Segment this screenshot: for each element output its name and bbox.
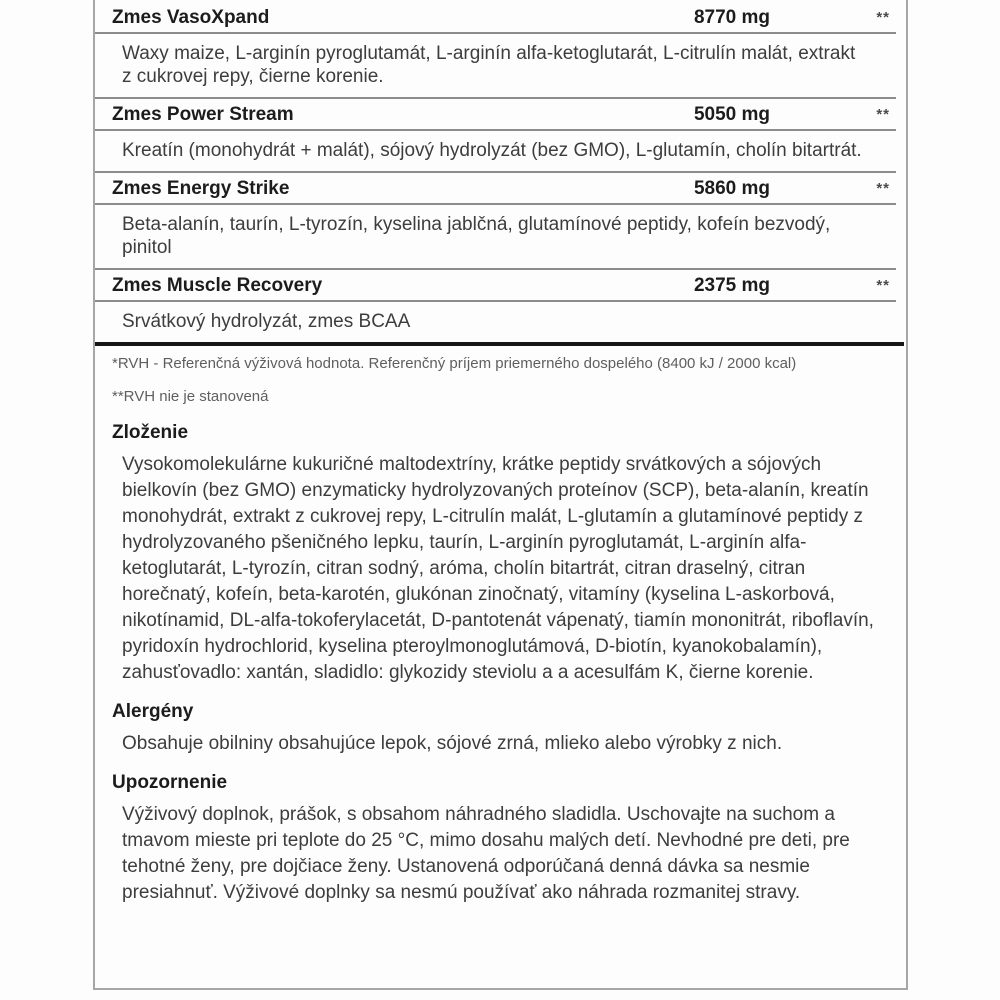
blend-amount: 5050 mg — [693, 104, 770, 125]
blend-name: Zmes VasoXpand — [112, 7, 270, 28]
blend-ingredients: Srvátkový hydrolyzát, zmes BCAA — [122, 311, 411, 332]
blend-amount: 5860 mg — [693, 178, 770, 199]
blend-ingredients: Waxy maize, L-arginín pyroglutamát, L-arginín alfa-ketoglutarát, L-citrulín malát, extrakt z cukrovej repy, čierne korenie. — [122, 43, 856, 87]
supplement-facts-panel — [93, 0, 908, 990]
blend-row-header — [95, 0, 906, 32]
blend-name: Zmes Energy Strike — [112, 178, 290, 199]
blend-name: Zmes Power Stream — [112, 104, 294, 125]
composition-text: Vysokomolekulárne kukuričné maltodextríny, krátke peptidy srvátkových a sójových bielkovín (bez GMO) enzymaticky hydrolyzovaných proteínov (SCP), beta-alanín, kreatín monohydrát, extrakt z cukrovej repy, L-citrulín malát, L-glutamín a glutamínové peptidy z hydrolyzovaného pšeničného lepku, taurín, L-arginín pyroglutamát, L-arginín alfa-ketoglutarát, L-tyrozín, citran sodný, aróma, cholín bitartrát, citran draselný, citran horečnatý, kofeín, beta-karotén, glukónan zinočnatý, vitamíny (kyselina L-askorbová, nikotínamid, DL-alfa-tokoferylacetát, D-pantotenát vápenatý, tiamín mononitrát, riboflavín, pyridoxín hydrochlorid, kyselina pteroylmonoglutámová, D-biotín, kyanokobalamín), zahusťovadlo: xantán, sladidlo: glykozidy steviolu a a acesulfám K, čierne korenie. — [122, 454, 874, 683]
blend-amount: 8770 mg — [693, 7, 770, 28]
blend-name: Zmes Muscle Recovery — [112, 275, 323, 296]
blend-rvh-mark: ** — [876, 9, 890, 26]
warning-heading: Upozornenie — [112, 772, 228, 793]
blend-rvh-mark: ** — [876, 180, 890, 197]
rvh-not-set-footnote: **RVH nie je stanovená — [112, 388, 269, 405]
composition-heading: Zloženie — [112, 422, 189, 443]
blend-rvh-mark: ** — [876, 106, 890, 123]
blend-row-header — [95, 173, 906, 203]
blend-row-header — [95, 99, 906, 129]
rvh-footnote: *RVH - Referenčná výživová hodnota. Referenčný príjem priemerného dospelého (8400 kJ / 2000 kcal) — [112, 355, 797, 372]
allergens-heading: Alergény — [112, 701, 194, 722]
blend-rvh-mark: ** — [876, 277, 890, 294]
blend-ingredients: Kreatín (monohydrát + malát), sójový hydrolyzát (bez GMO), L-glutamín, cholín bitartrát. — [122, 140, 862, 161]
allergens-text: Obsahuje obilniny obsahujúce lepok, sójové zrná, mlieko alebo výrobky z nich. — [122, 733, 783, 754]
table-end-divider — [95, 342, 904, 346]
blend-amount: 2375 mg — [693, 275, 770, 296]
warning-text: Výživový doplnok, prášok, s obsahom náhradného sladidla. Uschovajte na suchom a tmavom mieste pri teplote do 25 °C, mimo dosahu malých detí. Nevhodné pre deti, pre tehotné ženy, pre dojčiace ženy. Ustanovená odporúčaná denná dávka sa nesmie presiahnuť. Výživové doplnky sa nesmú používať ako náhrada rozmanitej stravy. — [122, 804, 850, 903]
blend-ingredients: Beta-alanín, taurín, L-tyrozín, kyselina jablčná, glutamínové peptidy, kofeín bezvodý, pinitol — [122, 214, 831, 258]
blend-row-header — [95, 270, 906, 300]
